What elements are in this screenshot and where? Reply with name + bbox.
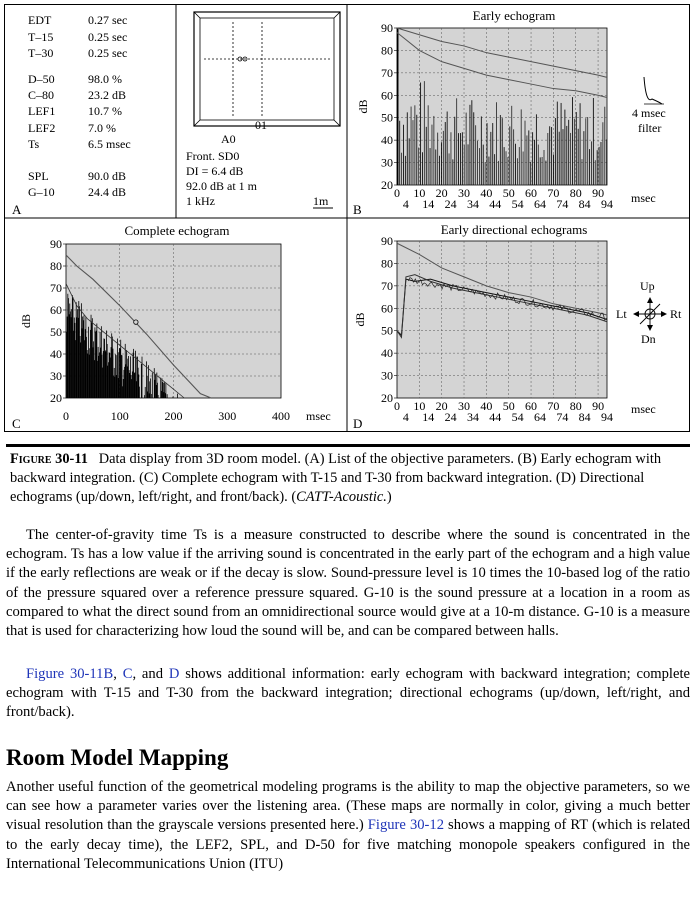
complete-echogram-x-tick-label: 200 [164, 409, 183, 423]
early-echogram-x-tick-label-bottom: 24 [444, 197, 457, 211]
compass-right-label: Rt [670, 307, 682, 321]
directional-echogram-x-tick-label: 80 [569, 399, 582, 413]
source-label: A0 [221, 132, 236, 146]
param-label: Ts [28, 137, 40, 151]
early-echogram-y-tick-label: 30 [381, 155, 393, 170]
caption-rule [6, 444, 690, 447]
directional-echogram-x-tick-label-bottom: 94 [601, 410, 613, 424]
param-label: T–15 [28, 30, 54, 44]
early-echogram-x-tick-label: 20 [435, 186, 448, 200]
early-echogram-x-tick-label: 60 [525, 186, 538, 200]
complete-echogram-x-tick-label: 0 [63, 409, 69, 423]
early-echogram-x-tick-label-bottom: 44 [489, 197, 502, 211]
complete-echogram-marker [134, 320, 138, 324]
complete-echogram-y-tick-label: 30 [50, 369, 62, 383]
text-fragment: , and [132, 666, 169, 682]
compass-up-label: Up [640, 279, 655, 293]
param-label: G–10 [28, 185, 55, 199]
directional-echogram-y-tick-label: 80 [381, 256, 393, 271]
source-info-3: 92.0 dB at 1 m [186, 179, 257, 193]
figure-caption: Figure 30-11 Data display from 3D room model. (A) List of the objective parameters. (B) Early echogram with backward integration. (C) Complete echogram with T-15 and T-30 from backward integration. (D) Directional echograms (up/down, left/right, and front/back). (CATT-Acoustic.) [10, 451, 662, 505]
param-label: C–80 [28, 88, 55, 102]
scale-label: 1m [313, 194, 329, 208]
directional-echogram-x-tick-label-bottom: 54 [511, 410, 524, 424]
source-info-4: 1 kHz [186, 194, 215, 208]
early-echogram-title: Early echogram [472, 8, 556, 23]
param-value: 6.5 msec [88, 137, 131, 151]
panel-c-letter: C [12, 416, 21, 431]
param-label: EDT [28, 13, 52, 27]
complete-echogram-y-tick-label: 90 [50, 237, 62, 251]
compass-left-label: Lt [616, 307, 627, 321]
param-label: LEF1 [28, 104, 56, 118]
complete-echogram-x-axis-label: msec [306, 409, 331, 423]
body-paragraph-2 [6, 665, 690, 723]
param-value: 7.0 % [88, 121, 116, 135]
panel-d-letter: D [353, 416, 363, 431]
early-echogram-y-axis-label: dB [356, 99, 370, 114]
early-echogram-x-tick-label: 10 [413, 186, 426, 200]
param-value: 0.27 sec [88, 13, 128, 27]
complete-echogram-y-tick-label: 40 [50, 347, 62, 361]
figure-link[interactable]: Figure 30-12 [367, 817, 444, 834]
early-echogram-y-tick-label: 50 [381, 110, 393, 125]
directional-echogram-x-tick-label-bottom: 34 [466, 410, 479, 424]
complete-echogram-y-tick-label: 70 [50, 281, 62, 295]
param-label: T–30 [28, 46, 54, 60]
directional-echogram-x-tick-label-bottom: 84 [578, 410, 591, 424]
directional-echogram-x-tick-label-bottom: 44 [489, 410, 502, 424]
param-value: 24.4 dB [88, 185, 127, 199]
directional-echogram-y-tick-label: 60 [381, 301, 393, 316]
complete-echogram-y-tick-label: 80 [50, 259, 62, 273]
early-echogram-x-tick-label: 70 [547, 186, 560, 200]
complete-echogram-y-tick-label: 50 [50, 325, 62, 339]
early-echogram-x-tick-label: 90 [592, 186, 605, 200]
body-paragraph-3 [6, 778, 690, 874]
early-echogram-y-tick-label: 80 [381, 43, 393, 58]
caption-label: Figure 30-11 [10, 451, 88, 467]
param-label: LEF2 [28, 121, 56, 135]
directional-echogram-x-tick-label-bottom: 64 [533, 410, 546, 424]
early-echogram-y-tick-label: 60 [381, 88, 393, 103]
directional-echogram-title: Early directional echograms [440, 222, 588, 237]
early-echogram-x-tick-label-bottom: 54 [511, 197, 524, 211]
figure-link[interactable]: C [122, 666, 133, 682]
early-echogram-x-tick-label-bottom: 74 [556, 197, 569, 211]
param-value: 90.0 dB [88, 169, 127, 183]
section-heading: Room Model Mapping [6, 745, 229, 770]
directional-echogram-y-tick-label: 70 [381, 278, 393, 293]
early-echogram-y-tick-label: 20 [381, 178, 393, 192]
text-fragment: Another useful function of the geometrical modeling programs is the ability to map the objective parameters, so we can see how a parameter varies over the listening area. (These maps are normally in color, giving a much better visual resolution than the grayscale versions presented here.) [6, 779, 690, 834]
param-label: D–50 [28, 72, 55, 86]
early-echogram-y-tick-label: 90 [381, 21, 393, 35]
source-info-2: DI = 6.4 dB [186, 164, 244, 178]
filter-label: 4 msec [632, 106, 666, 120]
text-fragment: shows additional information: early echogram with backward integration; complete echogram with T-15 and T-30 from the backward integration; directional echograms (up/down, left/right, and front/back). [6, 666, 690, 721]
early-echogram-x-tick-label-bottom: 34 [466, 197, 479, 211]
complete-echogram-y-axis-label: dB [19, 313, 33, 329]
directional-echogram-y-tick-label: 50 [381, 323, 393, 338]
early-echogram-y-tick-label: 70 [381, 65, 393, 80]
complete-echogram-y-tick-label: 20 [50, 391, 62, 405]
param-value: 98.0 % [88, 72, 122, 86]
figure-link[interactable]: D [168, 666, 180, 682]
directional-echogram-x-tick-label-bottom: 24 [444, 410, 457, 424]
filter-label: filter [638, 121, 662, 135]
text-fragment: shows a mapping of RT (which is related to the early decay time), the LEF2, SPL, and D-50 for five matching monopole speakers configured in the International Telecommunications Union (ITU) [6, 817, 690, 872]
caption-credit: CATT-Acoustic. [296, 489, 387, 505]
figure-30-11 [4, 4, 690, 432]
body-paragraph-1: The center-of-gravity time Ts is a measure constructed to describe where the sound is concentrated in the echogram. Ts has a low value if the arriving sound is concentrated in the early part of the echogram and a high value if the early reflections are weak or if the decay is slow. Sound-pressure level is 10 times the 10-based log of the ratio of the pressure squared over a reference pressure squared. G-10 is the sound pressure at a location in a room as compared to what the direct sound from an omnidirectional source would give at a 10-m distance. G-10 is a measure that is used for characterizing how loud the sound will be, and can be compared between halls. [6, 527, 690, 640]
directional-echogram-y-tick-label: 20 [381, 391, 393, 405]
early-echogram-x-tick-label-bottom: 64 [533, 197, 546, 211]
param-value: 0.25 sec [88, 46, 128, 60]
directional-echogram-x-tick-label: 40 [480, 399, 493, 413]
panel-a-letter: A [12, 202, 22, 217]
caption-text: Data display from 3D room model. (A) List of the objective parameters. (B) Early echogram with backward integration. (C) Complete echogram with T-15 and T-30 from backward integration. (D) Directional echograms (up/down, left/right, and front/back). [10, 451, 662, 505]
early-echogram-x-tick-label: 40 [480, 186, 493, 200]
param-value: 0.25 sec [88, 30, 128, 44]
directional-echogram-y-tick-label: 40 [381, 346, 393, 361]
directional-echogram-x-tick-label-bottom: 14 [422, 410, 435, 424]
early-echogram-x-tick-label-bottom: 84 [578, 197, 591, 211]
complete-echogram-y-tick-label: 60 [50, 303, 62, 317]
figure-svg [4, 4, 690, 432]
directional-echogram-x-tick-label: 60 [525, 399, 538, 413]
directional-echogram-x-tick-label: 70 [547, 399, 560, 413]
early-echogram-x-tick-label-bottom: 14 [422, 197, 435, 211]
panel-b-letter: B [353, 202, 362, 217]
early-echogram-x-tick-label-bottom: 94 [601, 197, 613, 211]
figure-link[interactable]: Figure 30-11B [26, 666, 114, 682]
directional-echogram-x-tick-label: 20 [435, 399, 448, 413]
complete-echogram-title: Complete echogram [124, 223, 230, 238]
compass-down-label: Dn [641, 332, 656, 346]
text-fragment: , [113, 666, 123, 682]
directional-echogram-y-tick-label: 90 [381, 234, 393, 248]
directional-echogram-x-axis-label: msec [631, 402, 656, 416]
source-info-1: Front. SD0 [186, 149, 240, 163]
directional-echogram-x-tick-label: 0 [394, 399, 400, 413]
early-echogram-x-tick-label-bottom: 4 [402, 197, 409, 211]
complete-echogram-x-tick-label: 400 [272, 409, 290, 423]
early-echogram-y-tick-label: 40 [381, 133, 393, 148]
early-echogram-x-tick-label: 80 [569, 186, 582, 200]
early-echogram-x-tick-label: 0 [394, 186, 400, 200]
directional-echogram-x-tick-label-bottom: 74 [556, 410, 569, 424]
early-echogram-x-tick-label: 30 [458, 186, 471, 200]
directional-echogram-x-tick-label: 50 [502, 399, 515, 413]
early-echogram-x-tick-label: 50 [502, 186, 515, 200]
param-label: SPL [28, 169, 49, 183]
early-echogram-x-axis-label: msec [631, 191, 656, 205]
directional-echogram-y-tick-label: 30 [381, 368, 393, 383]
directional-echogram-x-tick-label: 30 [458, 399, 471, 413]
directional-echogram-x-tick-label: 10 [413, 399, 426, 413]
param-value: 23.2 dB [88, 88, 127, 102]
complete-echogram-x-tick-label: 100 [110, 409, 129, 423]
directional-echogram-x-tick-label-bottom: 4 [402, 410, 409, 424]
directional-echogram-y-axis-label: dB [353, 312, 367, 327]
complete-echogram-x-tick-label: 300 [218, 409, 237, 423]
param-value: 10.7 % [88, 104, 122, 118]
directional-echogram-x-tick-label: 90 [592, 399, 605, 413]
receiver-label: 01 [255, 118, 267, 132]
